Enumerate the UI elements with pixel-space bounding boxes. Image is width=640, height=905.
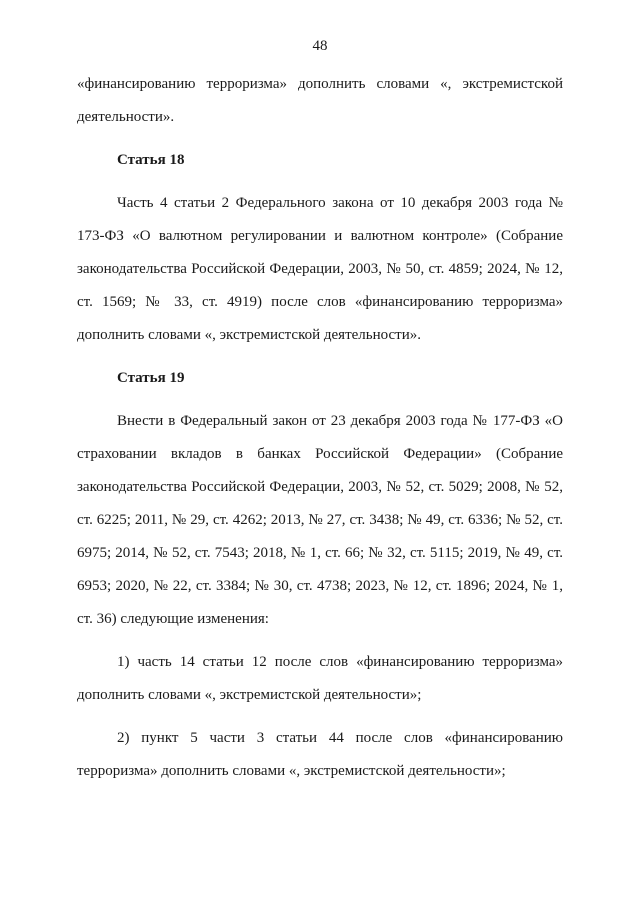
spacer: [77, 636, 563, 646]
spacer: [77, 712, 563, 722]
spacer: [77, 134, 563, 144]
page-number: 48: [312, 38, 328, 54]
article-19-text: Внести в Федеральный закон от 23 декабря 2003 года № 177-ФЗ «О страховании вкладов в банках Российской Федерации» (Собрание законодательства Российской Федерации, 2003, № 52, ст. 5029; 2008, № 52, ст. 6225; 2011, № 29, ст. 4262; 2013, № 27, ст. 3438; № 49, ст. 6336; № 52, ст. 6975; 2014, № 52, ст. 7543; 2018, № 1, ст. 66; № 32, ст. 5115; 2019, № 49, ст. 6953; 2020, № 22, ст. 3384; № 30, ст. 4738; 2023, № 12, ст. 1896; 2024, № 1, ст. 36) следующие изменения:: [77, 413, 563, 627]
amendment-item-1: 1) часть 14 статьи 12 после слов «финансированию терроризма» дополнить словами «, экстремистской деятельности»;: [77, 654, 563, 703]
spacer: [77, 395, 563, 405]
document-body: [77, 68, 563, 788]
article-18-heading: Статья 18: [117, 152, 185, 168]
amendment-item-2: 2) пункт 5 части 3 статьи 44 после слов «финансированию терроризма» дополнить словами «, экстремистской деятельности»;: [77, 730, 563, 779]
spacer: [77, 177, 563, 187]
article-18-text: Часть 4 статьи 2 Федерального закона от 10 декабря 2003 года № 173-ФЗ «О валютном регулировании и валютном контроле» (Собрание законодательства Российской Федерации, 2003, № 50, ст. 4859; 2024, № 12, ст. 1569; № 33, ст. 4919) после слов «финансированию терроризма» дополнить словами «, экстремистской деятельности».: [77, 195, 563, 343]
article-19-heading: Статья 19: [117, 370, 185, 386]
paragraph-continuation: «финансированию терроризма» дополнить словами «, экстремистской деятельности».: [77, 76, 563, 125]
spacer: [77, 352, 563, 362]
